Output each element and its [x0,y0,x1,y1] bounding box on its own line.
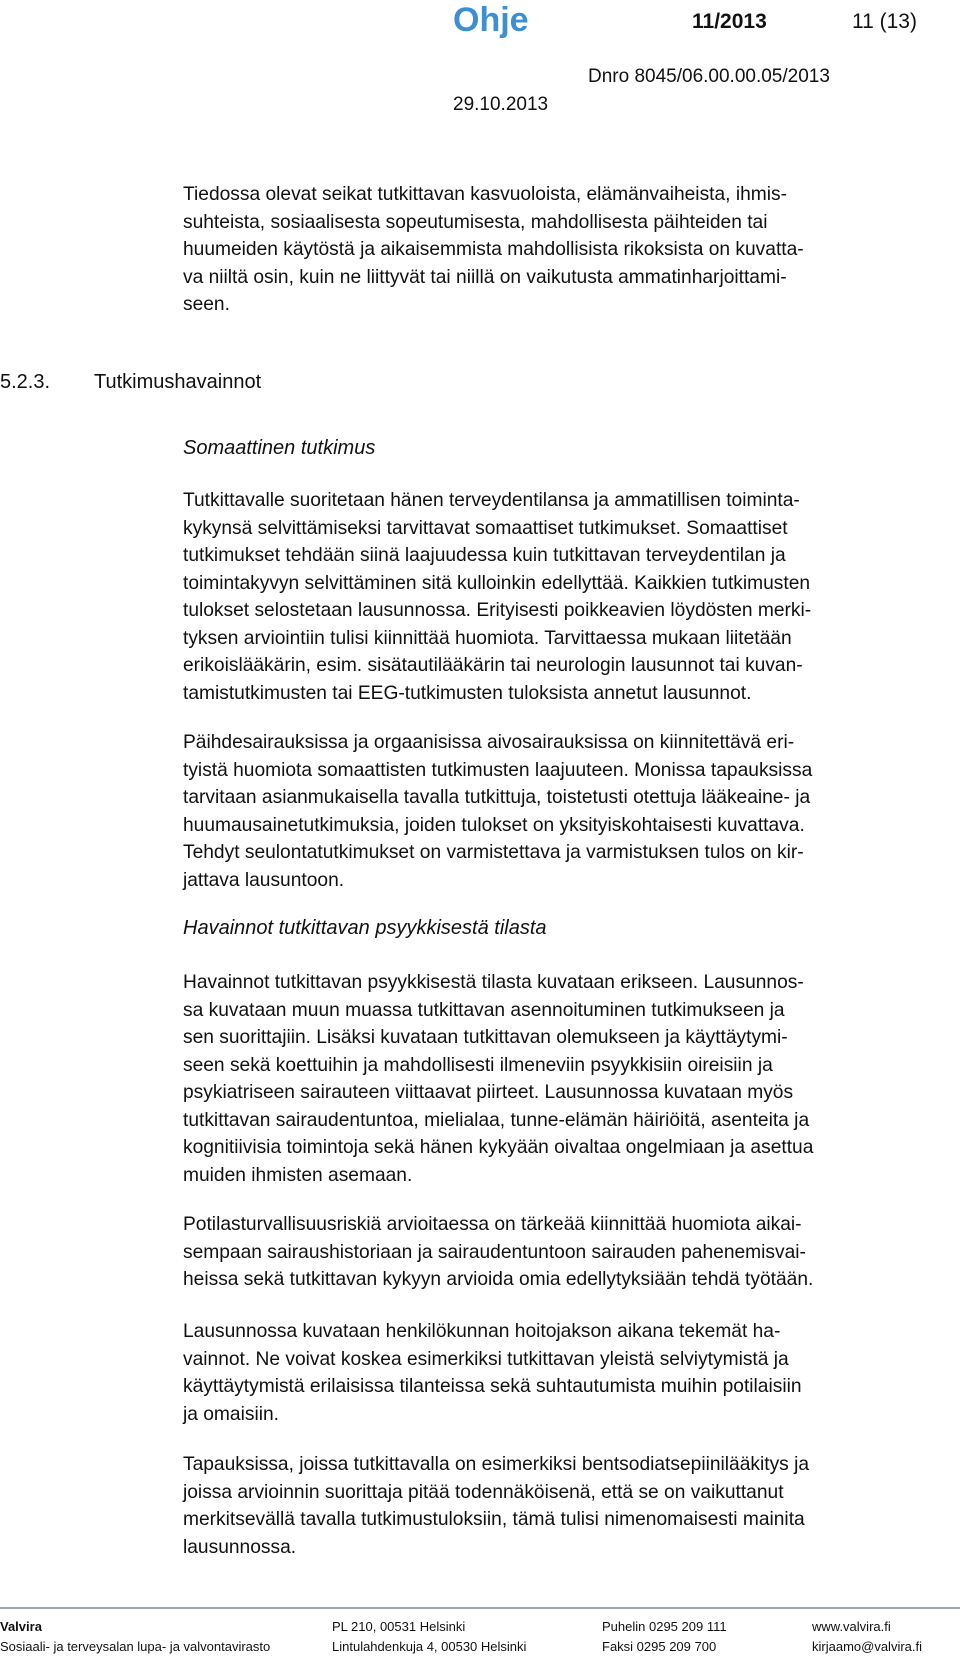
paragraph-somatic [183,487,941,707]
paragraph-line: merkitsevällä tavalla tutkimustuloksiin, tämä tulisi nimenomaisesti mainita [183,1509,805,1530]
intro-line: Tiedossa olevat seikat tutkittavan kasvuoloista, elämänvaiheista, ihmis- [183,184,787,205]
paragraph-line: ja omaisiin. [183,1403,279,1425]
intro-paragraph [183,181,941,319]
footer-fax-number: Faksi 0295 209 700 [602,1639,717,1654]
paragraph-line: lausunnossa. [183,1536,297,1558]
footer-email-link[interactable]: kirjaamo@valvira.fi [812,1639,922,1654]
paragraph-line: tutkittavan sairaudentuntoa, mielialaa, tunne-elämän häiriöitä, asenteita ja [183,1109,810,1131]
paragraph-line: Tutkittavalle suoritetaan hänen terveydentilansa ja ammatillisen toiminta- [183,490,800,511]
record-number: Dnro 8045/06.00.00.05/2013 [588,66,830,87]
footer-contact [812,1617,922,1657]
paragraph-line: Tapauksissa, joissa tutkittavalla on esimerkiksi bentsodiatsepiinilääkitys ja [183,1454,810,1475]
paragraph-line: sempaan sairaushistoriaan ja sairaudentuntoon sairauden pahenemisvai- [183,1241,806,1263]
footer-po-box: PL 210, 00531 Helsinki [332,1619,466,1634]
paragraph-line: jattava lausuntoon. [183,869,345,891]
paragraph-psychiatric [183,969,941,1189]
paragraph-line: joissa arvioinnin suorittaja pitää todennäköisenä, että se on vaikuttanut [183,1481,784,1503]
document-type-title: Ohje [453,1,529,39]
intro-line: seen. [183,294,230,315]
paragraph-line: tarvitaan asianmukaisella tavalla tutkittuja, toistetusti otettuja lääkeaine- ja [183,787,811,808]
footer-phone-number: Puhelin 0295 209 111 [602,1619,727,1634]
paragraph-line: sa kuvataan muun muassa tutkittavan asennoituminen tutkimukseen ja [183,999,785,1021]
subheading: Somaattinen tutkimus [183,437,376,459]
subheading-psychiatric [183,914,941,942]
paragraph-line: psykiatriseen sairauteen viittaavat piirteet. Lausunnossa kuvataan myös [183,1082,794,1103]
footer-website-link[interactable]: www.valvira.fi [812,1619,891,1634]
footer-org [0,1617,270,1657]
paragraph-line: huumausainetutkimuksia, joiden tulokset on yksityiskohtaisesti kuvattava. [183,814,805,836]
section-number: 5.2.3. [0,371,51,393]
paragraph-line: seen sekä koettuihin ja mahdollisesti ilmeneviin psyykkisiin oireisiin ja [183,1054,773,1076]
paragraph-patient-safety [183,1211,941,1294]
paragraph-line: kognitiivisia toimintoja sekä hänen kykyään oivaltaa ongelmiaan ja asettua [183,1137,814,1158]
footer-divider [0,1607,960,1609]
section-title: Tutkimushavainnot [94,371,262,393]
page-number: 11 (13) [852,10,917,33]
paragraph-line: tamistutkimusten tai EEG-tutkimusten tuloksista annetut lausunnot. [183,682,752,704]
paragraph-medication [183,1451,941,1561]
intro-line: va niiltä osin, kuin ne liittyvät tai niillä on vaikutusta ammatinharjoittami- [183,266,787,288]
paragraph-line: kykynsä selvittämiseksi tarvittavat somaattiset tutkimukset. Somaattiset [183,517,788,539]
paragraph-substance [183,729,941,894]
paragraph-line: Lausunnossa kuvataan henkilökunnan hoitojakson aikana tekemät ha- [183,1321,781,1342]
issue-number: 11/2013 [692,10,767,33]
paragraph-staff-observations [183,1318,941,1428]
paragraph-line: toimintakyvyn selvittäminen sitä kulloinkin edellyttää. Kaikkien tutkimusten [183,572,811,594]
footer-address [332,1617,526,1657]
footer-org-full-name: Sosiaali- ja terveysalan lupa- ja valvontavirasto [0,1639,271,1654]
paragraph-line: Havainnot tutkittavan psyykkisestä tilasta kuvataan erikseen. Lausunnos- [183,972,804,993]
footer-street: Lintulahdenkuja 4, 00530 Helsinki [332,1639,527,1654]
paragraph-line: tyksen arviointiin tulisi kiinnittää huomiota. Tarvittaessa mukaan liitetään [183,627,792,649]
paragraph-line: vainnot. Ne voivat koskea esimerkiksi tutkittavan yleistä selviytymistä ja [183,1348,789,1370]
document-date: 29.10.2013 [453,94,549,115]
paragraph-line: sen suorittajiin. Lisäksi kuvataan tutkittavan olemukseen ja käyttäytymi- [183,1027,788,1048]
section-heading [0,368,261,396]
footer-org-name: Valvira [0,1619,42,1634]
subheading: Havainnot tutkittavan psyykkisestä tilasta [183,917,547,939]
subheading-somatic [183,434,941,462]
paragraph-line: tutkimukset tehdään siinä laajuudessa kuin tutkittavan terveydentilan ja [183,545,786,566]
paragraph-line: käyttäytymistä erilaisissa tilanteissa sekä suhtautumista muihin potilaisiin [183,1376,802,1397]
paragraph-line: Päihdesairauksissa ja orgaanisissa aivosairauksissa on kiinnitettävä eri- [183,732,795,753]
paragraph-line: Tehdyt seulontatutkimukset on varmistettava ja varmistuksen tulos on kir- [183,842,804,863]
intro-line: suhteista, sosiaalisesta sopeutumisesta, mahdollisesta päihteiden tai [183,211,768,233]
paragraph-line: heissa sekä tutkittavan kykyyn arvioida omia edellytyksiään tehdä työtään. [183,1269,814,1290]
paragraph-line: erikoislääkärin, esim. sisätautilääkärin tai neurologin lausunnot tai kuvan- [183,655,803,676]
paragraph-line: tyistä huomiota somaattisten tutkimusten laajuuteen. Monissa tapauksissa [183,759,813,781]
paragraph-line: muiden ihmisten asemaan. [183,1164,413,1186]
footer-phone [602,1617,727,1657]
paragraph-line: Potilasturvallisuusriskiä arvioitaessa on tärkeää kiinnittää huomiota aikai- [183,1214,802,1235]
paragraph-line: tulokset selostetaan lausunnossa. Erityisesti poikkeavien löydösten merki- [183,600,812,621]
intro-line: huumeiden käytöstä ja aikaisemmista mahdollisista rikoksista on kuvatta- [183,239,804,260]
